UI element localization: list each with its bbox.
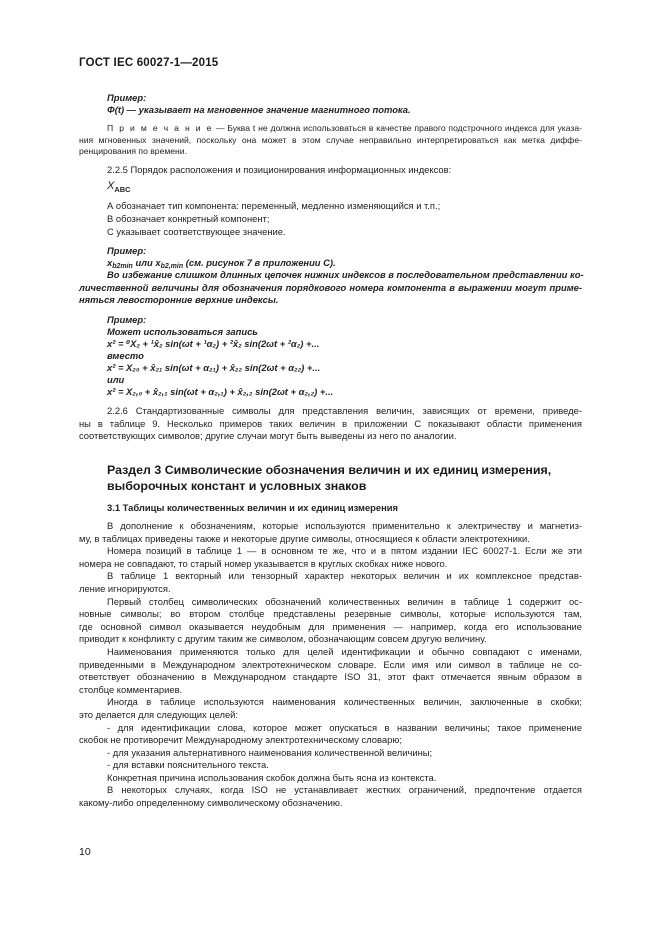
or-label: или [107,374,125,385]
ex2-p3: няться левосторонние верхние индексы. [79,294,279,306]
note-line1: — Буква t не должна использоваться в качестве правого подстрочного индекса для указа- [212,123,583,133]
list-item-2: - для указания альтернативного наименования количественной величины; [107,746,433,758]
symbol-sub: ABC [114,185,131,195]
p8-l1: В некоторых случаях, когда ISO не устанавливает жестких ограничений, предпочтение отдается [107,784,582,796]
p2-l2: номера не совпадают, то старый номер указывается в круглых скобках ниже нового. [79,557,448,569]
example3-label: Пример: [107,314,147,325]
example2-paragraph [79,269,582,307]
s226-l2: ны в таблице 9. Несколько примеров таких величин в приложении С показывают области применения [79,417,582,429]
p5-l1: Наименования применяются только для целей идентификации и обычно совпадают с именами, [107,645,582,657]
subsection-31: 3.1 Таблицы количественных величин и их единиц измерения [107,502,399,513]
x-ref: (см. рисунок 7 в приложении С). [183,257,336,268]
formula-3: x² = X₂,₀ + x̂₂,₁ sin(ωt + α₂,₁) + x̂₂,₂ sin(2ωt + α₂,₂) +... [107,386,334,397]
p5-l3: ответствует обозначению в Международном стандарте ISO 31, этот факт отмечается явным образом в [79,671,582,683]
ex2-p2: личественной величины для обозначения порядкового номера компонента в выражении могут приме- [79,281,582,293]
page-number: 10 [79,846,91,858]
symbol-main: X [107,180,115,192]
section3-title [107,462,551,494]
section-226 [79,405,582,443]
note-prefix: П р и м е ч а н и е [107,123,213,133]
example-label: Пример: [107,92,147,103]
note-line2: ния мгновенных значений, поскольку она может в этом случае неправильно интерпретироваться как метка диффе- [79,134,582,145]
p6-l2: это делается для следующих целей: [79,708,239,720]
p1-l2: му, в таблицах приведены также и некоторые другие символы, относящиеся к области электротехники. [79,532,530,544]
x1: x [107,257,113,268]
section3-title-l2: выборочных констант и условных знаков [107,479,367,493]
p3-l2: ление игнорируются. [79,582,171,594]
body-text [79,520,582,810]
p2-l1: Номера позиций в таблице 1 — в основном те же, что и в пятом издании IEC 60027-1. Если же эти [107,545,582,557]
formula-2: x² = X₂₀ + x̂₂₁ sin(ωt + α₂₁) + x̂₂₂ sin(2ωt + α₂₂) +... [107,362,321,373]
p1-l1: В дополнение к обозначениям, которые используются применительно к электричеству и магнетиз- [107,520,582,531]
section3-title-l1: Раздел 3 Символические обозначения величин и их единиц измерения, [107,463,552,477]
line-b: В обозначает конкретный компонент; [107,213,270,224]
example-line [107,104,411,117]
symbol-x-abc [107,180,131,197]
formula-symbol: Φ(t) [107,104,125,115]
note-block [79,123,582,158]
s226-l3: соответствующих символов; другие случаи могут быть выведены из него по аналогии. [79,430,457,442]
list-item-1-l1: - для идентификации слова, которое может опускаться в названии величины; такое применение [107,721,582,733]
note-line [79,123,582,135]
p4-l1: Первый столбец символических обозначений количественных величин в таблице 1 содержит ос- [107,595,582,607]
p8-l2: какому-либо определенному символическому обозначению. [79,797,343,809]
page-header-title: ГОСТ IEC 60027-1—2015 [79,57,219,69]
example-text: — указывает на мгновенное значение магнитного потока. [124,104,411,115]
p4-l2: новные символы; во втором столбце представлены резервные символы, которые используются там, [79,608,582,620]
example2-label: Пример: [107,245,147,256]
x1-sub: b2min [112,263,133,270]
p7: Конкретная причина использования скобок должна быть ясна из контекста. [107,771,437,783]
may-write: Может использоваться запись [107,326,258,337]
line-a: А обозначает тип компонента: переменный, медленно изменяющийся и т.п.; [107,200,441,211]
p3-l1: В таблице 1 векторный или тензорный характер некоторых величин и их комплексное представ- [107,570,582,582]
p4-l4: приводит к конфликту с другим таким же символом, обозначающим совсем другую величину. [79,633,487,645]
p6-l1: Иногда в таблице используются наименования количественных величин, заключенные в скобки; [107,696,582,708]
instead: вместо [107,350,144,361]
list-item-1-l2: скобок не противоречит Международному электротехническому словарю; [79,734,402,746]
s226-l1: 2.2.6 Стандартизованные символы для представления величин, зависящих от времени, приведе- [107,405,582,416]
line-c: С указывает соответствующее значение. [107,226,286,237]
formula-1: x² = ⁰X₂ + ¹x̂₂ sin(ωt + ¹α₂) + ²x̂₂ sin(2ωt + ²α₂) +... [107,338,320,349]
ex2-p1: Во избежание слишком длинных цепочек нижних индексов в последовательном представлении ко- [107,269,584,280]
note-line3: ренцирования по времени. [79,146,187,157]
p5-l4: столбце комментариев. [79,683,183,695]
x2-sub: b2,min [160,263,184,270]
section-225-heading: 2.2.5 Порядок расположения и позиционирования информационных индексов: [107,164,452,175]
p4-l3: где основной символ оказывается неудобным для применения — например, когда его использование [79,620,582,632]
x2: x [155,257,161,268]
x-or: или [132,257,156,268]
p5-l2: приведенными в Международном электротехническом словаре. Если имя или символ в таблице не со- [79,658,582,670]
list-item-3: - для вставки пояснительного текста. [107,759,269,771]
